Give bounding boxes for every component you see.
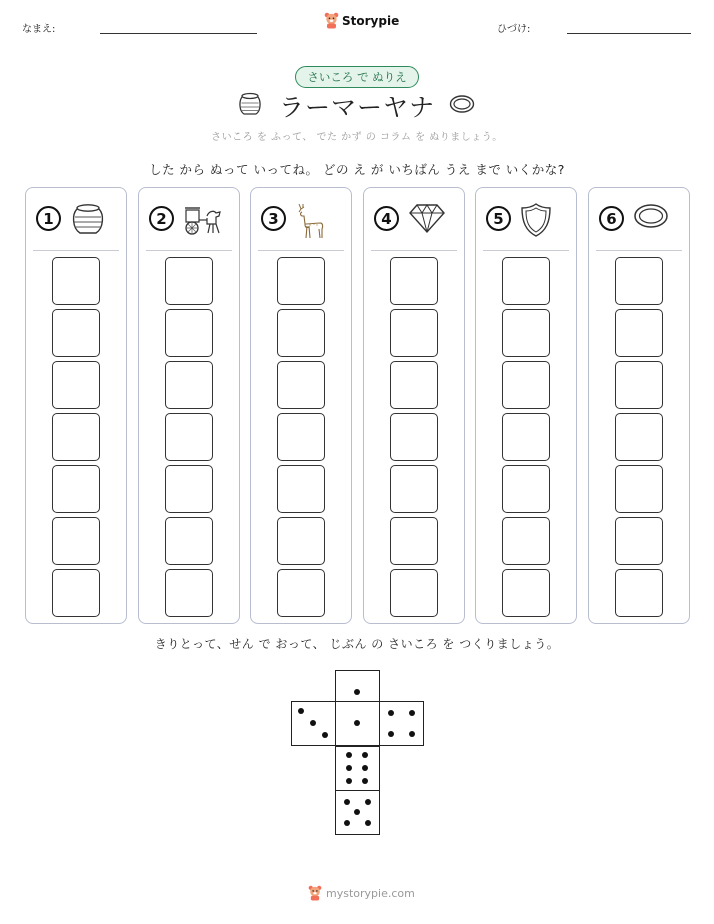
die-face-4 [379, 701, 424, 746]
color-cell[interactable] [615, 517, 663, 565]
die-pip [346, 752, 352, 758]
color-cell[interactable] [165, 309, 213, 357]
die-face-6 [335, 746, 380, 791]
column-6 [588, 187, 690, 624]
color-cell[interactable] [615, 309, 663, 357]
color-cell[interactable] [390, 569, 438, 617]
color-cell[interactable] [502, 257, 550, 305]
column-number: 1 [36, 206, 61, 231]
column-header [364, 202, 464, 238]
column-header [139, 202, 239, 238]
color-cell[interactable] [165, 517, 213, 565]
column-header [589, 202, 689, 238]
brand-name: Storypie [342, 13, 400, 28]
diamond-icon [408, 202, 446, 238]
column-3 [250, 187, 352, 624]
column-header [251, 202, 351, 238]
color-cell[interactable] [52, 257, 100, 305]
chariot-icon [183, 202, 223, 240]
color-cell[interactable] [502, 361, 550, 409]
column-number: 2 [149, 206, 174, 231]
activity-badge: さいころ で ぬりえ [295, 66, 419, 88]
footer [308, 885, 415, 901]
date-label: ひづけ: [497, 24, 531, 35]
color-cell[interactable] [277, 309, 325, 357]
column-2 [138, 187, 240, 624]
color-cell[interactable] [615, 465, 663, 513]
name-line[interactable] [100, 33, 257, 34]
column-divider [146, 250, 232, 251]
ring-icon [633, 202, 669, 234]
ring-icon [449, 94, 475, 114]
column-number: 5 [486, 206, 511, 231]
die-face-5 [335, 790, 380, 835]
column-number: 3 [261, 206, 286, 231]
color-cell[interactable] [165, 413, 213, 461]
column-divider [33, 250, 119, 251]
color-cell[interactable] [52, 309, 100, 357]
deer-icon [295, 202, 327, 244]
color-cell[interactable] [615, 361, 663, 409]
die-pip [365, 799, 371, 805]
color-cell[interactable] [52, 361, 100, 409]
column-number: 6 [599, 206, 624, 231]
color-cell[interactable] [502, 309, 550, 357]
color-cell[interactable] [502, 413, 550, 461]
color-cell[interactable] [165, 361, 213, 409]
color-cell[interactable] [390, 465, 438, 513]
color-cell[interactable] [615, 413, 663, 461]
column-header [26, 202, 126, 238]
color-cell[interactable] [390, 257, 438, 305]
shield-icon [520, 202, 552, 242]
footer-url[interactable]: mystorypie.com [326, 886, 415, 900]
color-cell[interactable] [165, 465, 213, 513]
color-cell[interactable] [277, 257, 325, 305]
column-divider [258, 250, 344, 251]
date-line[interactable] [567, 33, 691, 34]
column-1 [25, 187, 127, 624]
column-divider [483, 250, 569, 251]
color-cell[interactable] [615, 569, 663, 617]
die-pip [388, 710, 394, 716]
subtitle: さいころ を ふって、 でた かず の コラム を ぬりましょう。 [211, 132, 503, 143]
color-cell[interactable] [277, 361, 325, 409]
color-cell[interactable] [277, 465, 325, 513]
color-cell[interactable] [615, 257, 663, 305]
color-cell[interactable] [390, 361, 438, 409]
die-pip [362, 778, 368, 784]
die-pip [322, 732, 328, 738]
die-pip [344, 799, 350, 805]
instruction: した から ぬって いってね。 どの え が いちばん うえ まで いくかな? [149, 162, 565, 177]
die-face-1 [335, 701, 380, 746]
column-5 [475, 187, 577, 624]
color-cell[interactable] [277, 413, 325, 461]
die-pip [362, 765, 368, 771]
column-divider [596, 250, 682, 251]
bear-logo-icon [324, 12, 339, 29]
color-cell[interactable] [52, 465, 100, 513]
die-pip [354, 689, 360, 695]
cut-instruction: きりとって、せん で おって、 じぶん の さいころ を つくりましょう。 [154, 637, 560, 651]
column-divider [371, 250, 457, 251]
die-pip [346, 765, 352, 771]
die-pip [409, 710, 415, 716]
die-pip [409, 731, 415, 737]
column-4 [363, 187, 465, 624]
die-pip [310, 720, 316, 726]
die-pip [354, 720, 360, 726]
brand-logo [324, 12, 399, 29]
die-pip [388, 731, 394, 737]
color-cell[interactable] [390, 309, 438, 357]
pot-icon [70, 202, 106, 240]
color-cell[interactable] [52, 517, 100, 565]
color-cell[interactable] [502, 517, 550, 565]
color-cell[interactable] [502, 465, 550, 513]
die-pip [362, 752, 368, 758]
color-cell[interactable] [165, 569, 213, 617]
page-title: ラーマーヤナ [278, 93, 435, 122]
die-pip [344, 820, 350, 826]
color-cell[interactable] [502, 569, 550, 617]
column-header [476, 202, 576, 238]
color-cell[interactable] [390, 517, 438, 565]
bear-logo-icon [308, 885, 322, 901]
die-pip [354, 809, 360, 815]
color-cell[interactable] [390, 413, 438, 461]
name-label: なまえ: [22, 24, 56, 35]
die-face-3 [291, 701, 336, 746]
die-pip [365, 820, 371, 826]
color-cell[interactable] [52, 413, 100, 461]
color-cell[interactable] [165, 257, 213, 305]
color-cell[interactable] [277, 569, 325, 617]
die-pip [298, 708, 304, 714]
color-cell[interactable] [52, 569, 100, 617]
column-number: 4 [374, 206, 399, 231]
die-pip [346, 778, 352, 784]
color-cell[interactable] [277, 517, 325, 565]
